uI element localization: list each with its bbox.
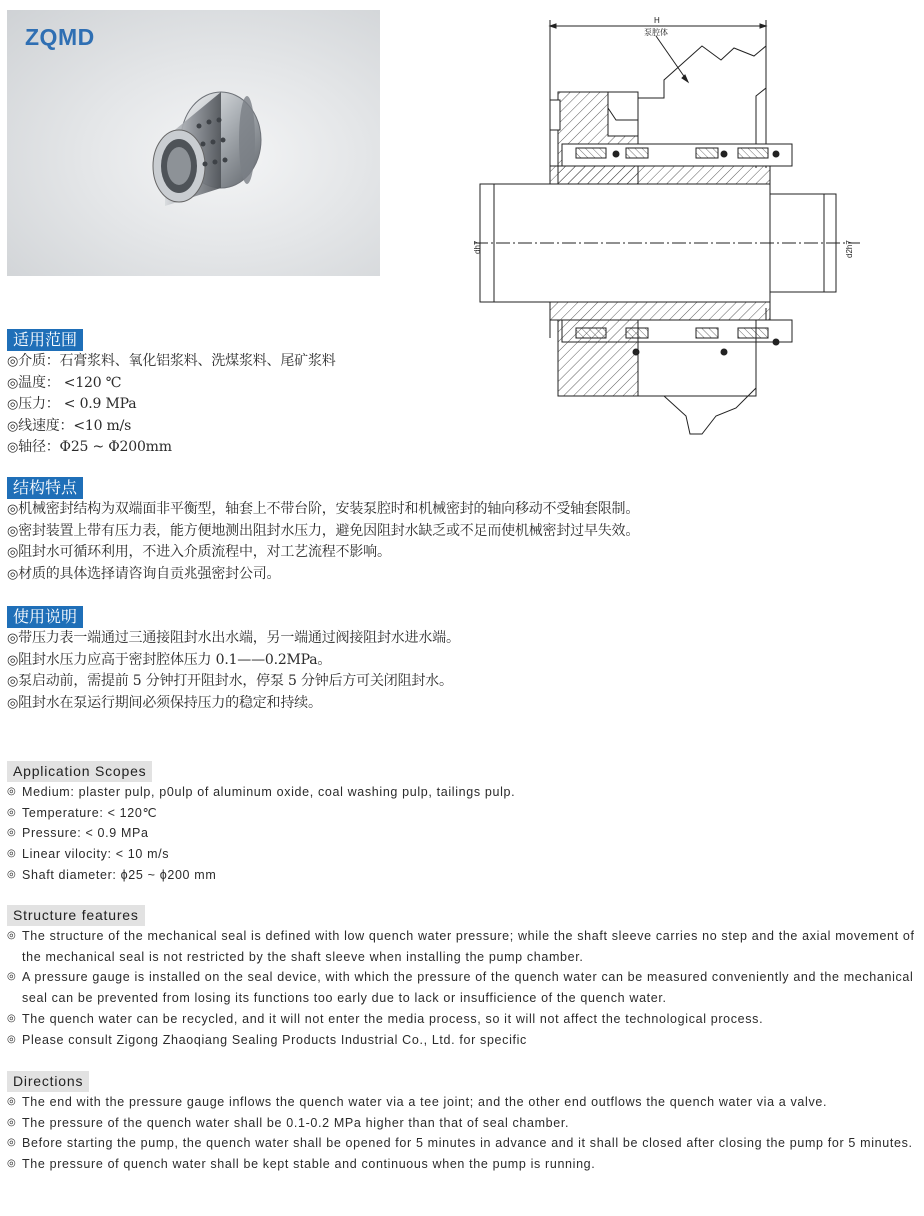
- cn-scope-section: [7, 329, 336, 459]
- en-structure-item: ◎ The quench water can be recycled, and it will not enter the media process, so it will not affect the technological process.: [7, 1011, 764, 1026]
- en-structure-item: ◎ Please consult Zigong Zhaoqiang Sealing Products Industrial Co., Ltd. for specific: [7, 1032, 527, 1047]
- cn-usage-item: ◎带压力表一端通过三通接阻封水出水端，另一端通过阀接阻封水进水端。: [7, 630, 460, 646]
- en-scope-section: [7, 761, 919, 886]
- dimension-d-label: dh7: [473, 240, 482, 254]
- dimension-h-label: H: [654, 16, 660, 25]
- cn-scope-title: 适用范围: [7, 329, 83, 351]
- cn-usage-item: ◎阻封水压力应高于密封腔体压力 0.1——0.2MPa。: [7, 651, 332, 668]
- cn-scope-item: ◎介质：石膏浆料、氧化铝浆料、洗煤浆料、尾矿浆料: [7, 353, 336, 369]
- cn-scope-item: ◎线速度：<10 m/s: [7, 417, 132, 434]
- pump-body-label: 泵腔体: [644, 28, 668, 37]
- en-structure-item: ◎ A pressure gauge is installed on the seal device, with which the pressure of the quench water can be measured conveniently and the mechanical seal can be prevented from losing its functions too early due to lack or insufficience of the quench water.: [7, 970, 914, 1006]
- en-directions-title: Directions: [7, 1071, 89, 1092]
- en-scope-item: ◎ Temperature: < 120℃: [7, 805, 158, 820]
- en-directions-section: [7, 1071, 919, 1175]
- product-model-code: ZQMD: [25, 24, 95, 50]
- cn-structure-item: ◎阻封水可循环利用，不进入介质流程中，对工艺流程不影响。: [7, 544, 391, 560]
- cn-usage-item: ◎泵启动前，需提前 5 分钟打开阻封水，停泵 5 分钟后方可关闭阻封水。: [7, 673, 453, 689]
- en-structure-section: [7, 905, 919, 1050]
- cn-structure-item: ◎机械密封结构为双端面非平衡型，轴套上不带台阶，安装泵腔时和机械密封的轴向移动不受轴套限制。: [7, 501, 640, 517]
- en-structure-item: ◎ The structure of the mechanical seal is defined with low quench water pressure; while the shaft sleeve carries no step and the axial movement of the mechanical seal is not restricted by the shaft sleeve when installing the pump chamber.: [7, 929, 915, 964]
- cn-scope-item: ◎轴径：Φ25 ~ Φ200mm: [7, 439, 172, 455]
- en-structure-title: Structure features: [7, 905, 145, 926]
- en-directions-item: ◎ Before starting the pump, the quench water shall be opened for 5 minutes in advance and it shall be closed after closing the pump for 5 minutes.: [7, 1136, 913, 1151]
- cn-scope-item: ◎压力： < 0.9 MPa: [7, 396, 137, 412]
- cn-usage-section: [7, 606, 460, 714]
- cn-structure-item: ◎密封装置上带有压力表，能方便地测出阻封水压力，避免因阻封水缺乏或不足而使机械密封过早失效。: [7, 522, 640, 539]
- cn-structure-section: [7, 477, 639, 585]
- cn-structure-title: 结构特点: [7, 477, 83, 499]
- cn-usage-title: 使用说明: [7, 606, 83, 628]
- cn-scope-item: ◎温度： <120 ℃: [7, 374, 122, 391]
- product-photo-panel: [7, 10, 380, 276]
- dimension-d2-label: d2h7: [845, 240, 854, 258]
- en-scope-item: ◎ Shaft diameter: ϕ25 ~ ϕ200 mm: [7, 867, 217, 882]
- en-directions-item: ◎ The end with the pressure gauge inflows the quench water via a tee joint; and the other end outflows the quench water via a valve.: [7, 1095, 828, 1109]
- en-directions-item: ◎ The pressure of quench water shall be kept stable and continuous when the pump is running.: [7, 1157, 596, 1172]
- en-scope-item: ◎ Medium: plaster pulp, p0ulp of aluminum oxide, coal washing pulp, tailings pulp.: [7, 785, 516, 799]
- mechanical-seal-image: [135, 84, 275, 214]
- en-scope-title: Application Scopes: [7, 761, 152, 782]
- en-scope-item: ◎ Pressure: < 0.9 MPa: [7, 826, 149, 841]
- cn-structure-item: ◎材质的具体选择请咨询自贡兆强密封公司。: [7, 565, 281, 582]
- seal-cross-section-drawing: [466, 8, 866, 440]
- en-directions-item: ◎ The pressure of the quench water shall be 0.1-0.2 MPa higher than that of seal chamber.: [7, 1115, 570, 1130]
- cn-usage-item: ◎阻封水在泵运行期间必须保持压力的稳定和持续。: [7, 694, 322, 711]
- en-scope-item: ◎ Linear vilocity: < 10 m/s: [7, 847, 170, 862]
